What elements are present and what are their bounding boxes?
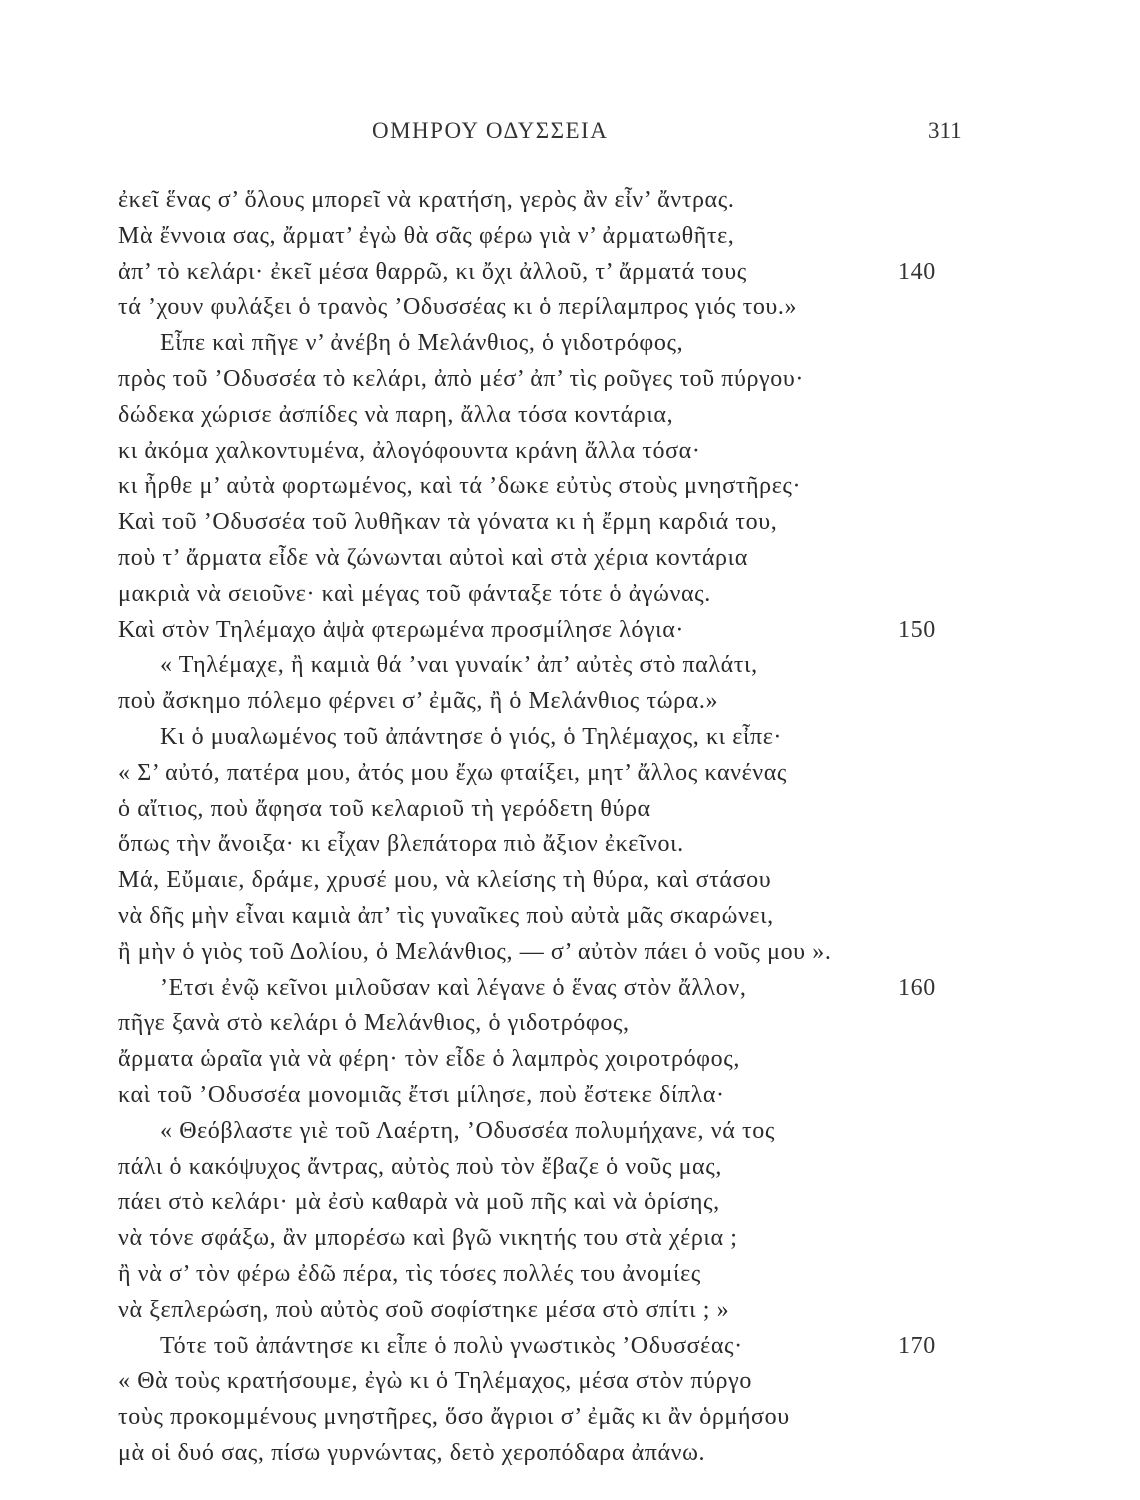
verse-text: Κι ὁ μυαλωμένος τοῦ ἀπάντησε ὁ γιός, ὁ Τηλέμαχος, κι εἶπε· bbox=[160, 723, 783, 750]
verse-line bbox=[0, 1436, 1140, 1472]
verse-text: καὶ τοῦ ’Οδυσσέα μονομιᾶς ἔτσι μίλησε, ποὺ ἔστεκε δίπλα· bbox=[118, 1081, 725, 1108]
verse-line bbox=[0, 183, 1140, 219]
verse-line bbox=[0, 1221, 1140, 1257]
verse-line bbox=[0, 1114, 1140, 1150]
verse-line bbox=[0, 290, 1140, 326]
verse-line bbox=[0, 541, 1140, 577]
running-head bbox=[0, 118, 1140, 158]
verse-line bbox=[0, 505, 1140, 541]
verse-text: ποὺ τ’ ἄρματα εἶδε νὰ ζώνωνται αὐτοὶ καὶ στὰ χέρια κοντάρια bbox=[118, 544, 748, 571]
verse-text: κι ἀκόμα χαλκοντυμένα, ἀλογόφουντα κράνη ἄλλα τόσα· bbox=[118, 437, 701, 464]
verse-line bbox=[0, 255, 1140, 291]
verse-line bbox=[0, 1257, 1140, 1293]
verse-text: ὁ αἴτιος, ποὺ ἄφησα τοῦ κελαριοῦ τὴ γερόδετη θύρα bbox=[118, 795, 651, 822]
verse-text: νὰ τόνε σφάξω, ἂν μπορέσω καὶ βγῶ νικητής του στὰ χέρια ; bbox=[118, 1225, 738, 1252]
verse-text: « Τηλέμαχε, ἢ καμιὰ θά ’ναι γυναίκ’ ἀπ’ αὐτὲς στὸ παλάτι, bbox=[160, 652, 758, 679]
verse-text: ὅπως τὴν ἄνοιξα· κι εἶχαν βλεπάτορα πιὸ ἄξιον ἐκεῖνοι. bbox=[118, 831, 684, 858]
verse-text: « Σ’ αὐτό, πατέρα μου, ἀτός μου ἔχω φταίξει, μητ’ ἄλλος κανένας bbox=[118, 759, 787, 786]
verse-text: ἢ νὰ σ’ τὸν φέρω ἐδῶ πέρα, τὶς τόσες πολλές του ἀνομίες bbox=[118, 1260, 701, 1287]
page-number: 311 bbox=[928, 118, 962, 143]
verse-text: ’Ετσι ἐνῷ κεῖνοι μιλοῦσαν καὶ λέγανε ὁ ἕνας στὸν ἄλλον, bbox=[160, 974, 747, 1001]
verse-text: Καὶ στὸν Τηλέμαχο ἀψὰ φτερωμένα προσμίλησε λόγια· bbox=[118, 616, 684, 643]
verse-line bbox=[0, 613, 1140, 649]
verse-text: πάλι ὁ κακόψυχος ἄντρας, αὐτὸς ποὺ τὸν ἔβαζε ὁ νοῦς μας, bbox=[118, 1153, 722, 1180]
verse-line bbox=[0, 648, 1140, 684]
verse-text: μακριὰ νὰ σειοῦνε· καὶ μέγας τοῦ φάνταξε τότε ὁ ἀγώνας. bbox=[118, 580, 711, 607]
verse-line bbox=[0, 899, 1140, 935]
verse-text: νὰ ξεπλερώση, ποὺ αὐτὸς σοῦ σοφίστηκε μέσα στὸ σπίτι ; » bbox=[118, 1296, 730, 1323]
line-number: 170 bbox=[898, 1332, 936, 1359]
verse-line bbox=[0, 1364, 1140, 1400]
verse-line bbox=[0, 935, 1140, 971]
verse-line bbox=[0, 792, 1140, 828]
verse-line bbox=[0, 577, 1140, 613]
verse-line bbox=[0, 1042, 1140, 1078]
verse-line bbox=[0, 756, 1140, 792]
verse-line bbox=[0, 219, 1140, 255]
verse-line bbox=[0, 1329, 1140, 1365]
verse-text: Τότε τοῦ ἀπάντησε κι εἶπε ὁ πολὺ γνωστικὸς ’Οδυσσέας· bbox=[160, 1332, 743, 1359]
verse-text: ἐκεῖ ἕνας σ’ ὅλους μπορεῖ νὰ κρατήση, γερὸς ἂν εἶν’ ἄντρας. bbox=[118, 187, 735, 213]
verse-text: ἄρματα ὡραῖα γιὰ νὰ φέρη· τὸν εἶδε ὁ λαμπρὸς χοιροτρόφος, bbox=[118, 1046, 740, 1073]
verse-text: πῆγε ξανὰ στὸ κελάρι ὁ Μελάνθιος, ὁ γιδοτρόφος, bbox=[118, 1010, 630, 1037]
verse-text: Εἶπε καὶ πῆγε ν’ ἀνέβη ὁ Μελάνθιος, ὁ γιδοτρόφος, bbox=[160, 330, 684, 357]
verse-line bbox=[0, 362, 1140, 398]
verse-text: δώδεκα χώρισε ἀσπίδες νὰ παρη, ἄλλα τόσα κοντάρια, bbox=[118, 401, 674, 428]
verse-line bbox=[0, 1185, 1140, 1221]
verse-line bbox=[0, 1400, 1140, 1436]
verse-line bbox=[0, 1078, 1140, 1114]
verse-line bbox=[0, 1150, 1140, 1186]
verse-text: ἢ μὴν ὁ γιὸς τοῦ Δολίου, ὁ Μελάνθιος, — σ’ αὐτὸν πάει ὁ νοῦς μου ». bbox=[118, 938, 832, 965]
verse-line bbox=[0, 863, 1140, 899]
verse-block bbox=[0, 183, 1140, 1472]
verse-text: μὰ οἱ δυό σας, πίσω γυρνώντας, δετὸ χεροπόδαρα ἀπάνω. bbox=[118, 1439, 706, 1466]
verse-line bbox=[0, 434, 1140, 470]
verse-text: Μὰ ἔννοια σας, ἄρματ’ ἐγὼ θὰ σᾶς φέρω γιὰ ν’ ἀρματωθῆτε, bbox=[118, 222, 735, 249]
verse-line bbox=[0, 684, 1140, 720]
verse-text: πρὸς τοῦ ’Οδυσσέα τὸ κελάρι, ἀπὸ μέσ’ ἀπ’ τὶς ροῦγες τοῦ πύργου· bbox=[118, 365, 804, 392]
verse-text: νὰ δῆς μὴν εἶναι καμιὰ ἀπ’ τὶς γυναῖκες ποὺ αὐτὰ μᾶς σκαρώνει, bbox=[118, 902, 774, 929]
verse-line bbox=[0, 827, 1140, 863]
verse-text: Μά, Εὔμαιε, δράμε, χρυσέ μου, νὰ κλείσης τὴ θύρα, καὶ στάσου bbox=[118, 867, 772, 894]
verse-text: τοὺς προκομμένους μνηστῆρες, ὅσο ἄγριοι σ’ ἐμᾶς κι ἂν ὁρμήσου bbox=[118, 1404, 790, 1431]
verse-line bbox=[0, 398, 1140, 434]
verse-line bbox=[0, 469, 1140, 505]
verse-text: « Θεόβλαστε γιὲ τοῦ Λαέρτη, ’Οδυσσέα πολυμήχανε, νά τος bbox=[160, 1117, 775, 1144]
line-number: 150 bbox=[898, 616, 936, 643]
verse-line bbox=[0, 720, 1140, 756]
line-number: 160 bbox=[898, 974, 936, 1001]
verse-text: Καὶ τοῦ ’Οδυσσέα τοῦ λυθῆκαν τὰ γόνατα κι ἡ ἔρμη καρδιά του, bbox=[118, 509, 778, 536]
verse-text: « Θὰ τοὺς κρατήσουμε, ἐγὼ κι ὁ Τηλέμαχος, μέσα στὸν πύργο bbox=[118, 1368, 752, 1395]
verse-line bbox=[0, 1293, 1140, 1329]
line-number: 140 bbox=[898, 258, 936, 285]
verse-text: πάει στὸ κελάρι· μὰ ἐσὺ καθαρὰ νὰ μοῦ πῆς καὶ νὰ ὁρίσης, bbox=[118, 1189, 720, 1216]
verse-text: ἀπ’ τὸ κελάρι· ἐκεῖ μέσα θαρρῶ, κι ὄχι ἀλλοῦ, τ’ ἄρματά τους bbox=[118, 258, 747, 285]
verse-text: ποὺ ἄσκημο πόλεμο φέρνει σ’ ἐμᾶς, ἢ ὁ Μελάνθιος τώρα.» bbox=[118, 688, 719, 715]
verse-line bbox=[0, 1006, 1140, 1042]
verse-text: τά ’χουν φυλάξει ὁ τρανὸς ’Οδυσσέας κι ὁ περίλαμπρος γιός του.» bbox=[118, 294, 798, 321]
verse-line bbox=[0, 971, 1140, 1007]
verse-text: κι ἦρθε μ’ αὐτὰ φορτωμένος, καὶ τά ’δωκε εὐτὺς στοὺς μνηστῆρες· bbox=[118, 473, 802, 500]
verse-line bbox=[0, 326, 1140, 362]
running-title: ΟΜΗΡΟΥ ΟΔΥΣΣΕΙΑ bbox=[372, 118, 609, 143]
